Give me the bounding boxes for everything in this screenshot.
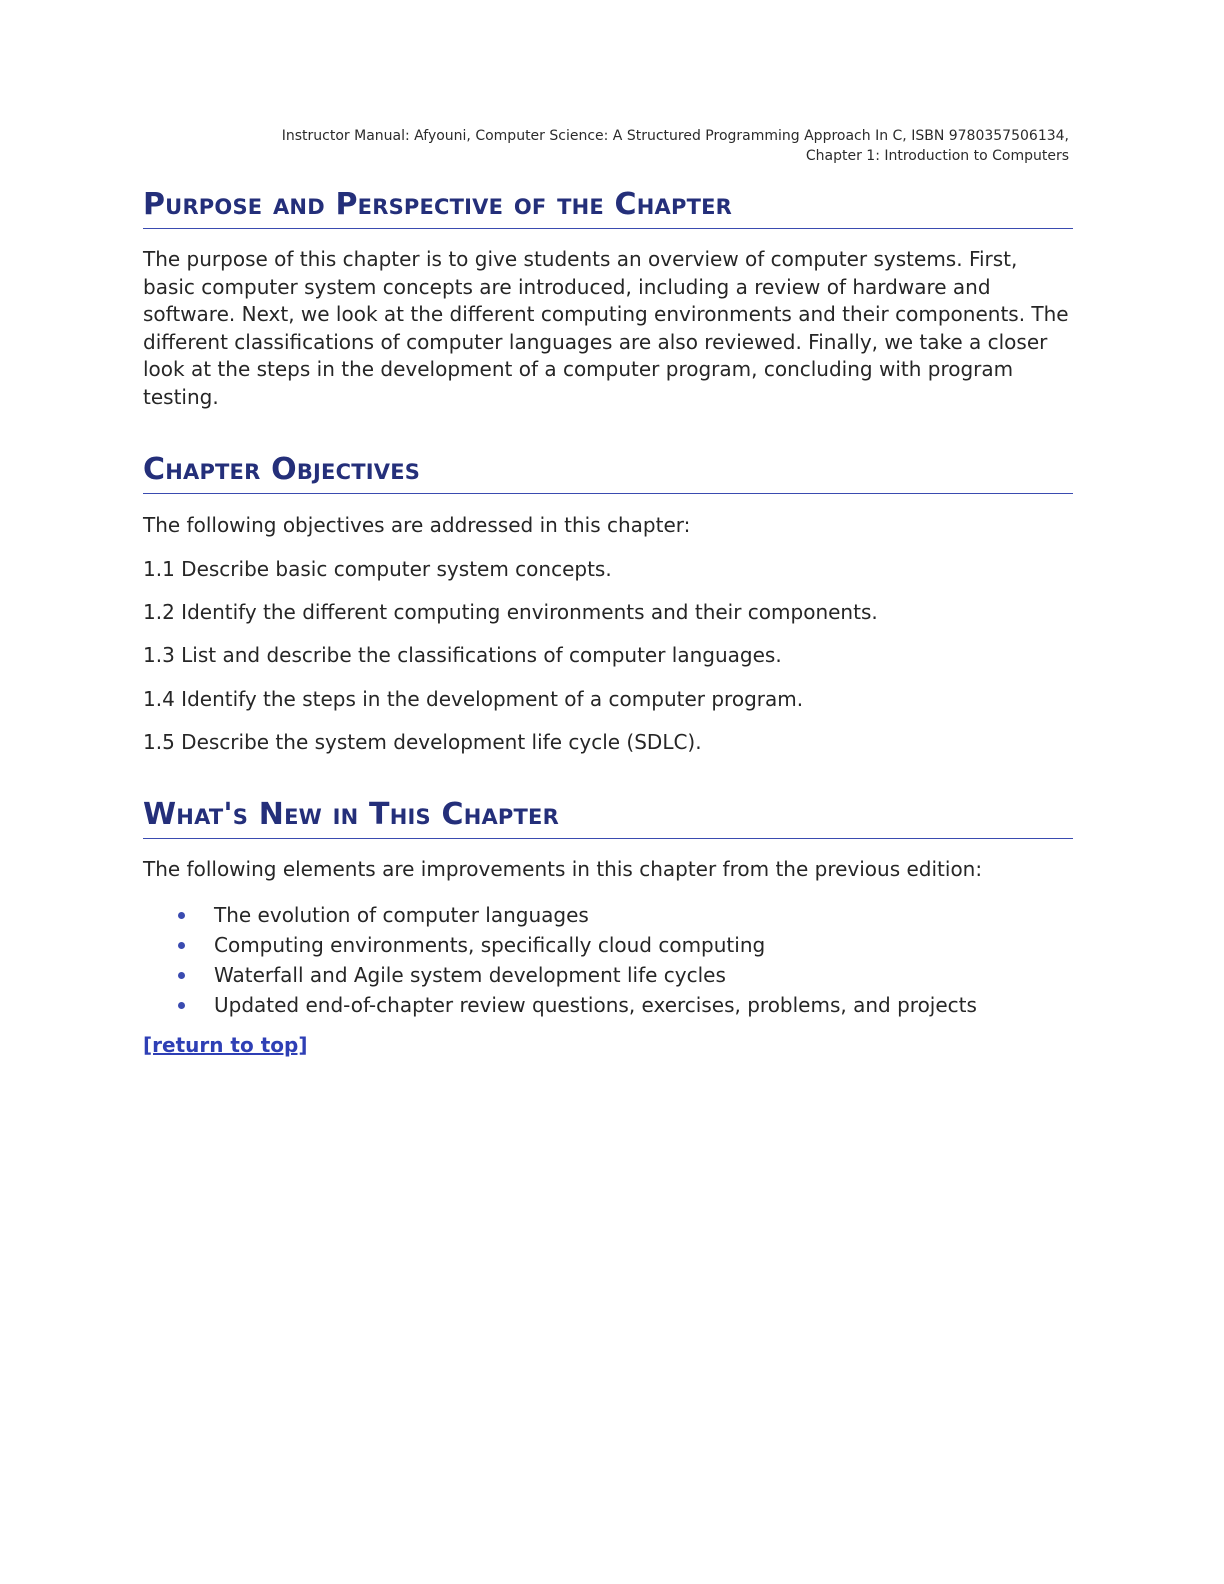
list-item-text: Updated end-of-chapter review questions, exercises, problems, and projects xyxy=(214,993,977,1017)
running-header xyxy=(139,126,1069,166)
bullet-icon xyxy=(178,912,185,919)
objective-item-1-1: 1.1 Describe basic computer system concepts. xyxy=(143,557,612,581)
purpose-heading: Purpose and Perspective of the Chapter xyxy=(143,186,1073,229)
list-item-text: The evolution of computer languages xyxy=(214,903,589,927)
return-to-top-link[interactable]: [return to top] xyxy=(143,1033,308,1057)
list-item xyxy=(143,930,1073,960)
list-item xyxy=(143,960,1073,990)
bullet-icon xyxy=(178,942,185,949)
objectives-intro: The following objectives are addressed in this chapter: xyxy=(143,513,691,537)
whats-new-list xyxy=(143,900,1073,1020)
list-item xyxy=(143,900,1073,930)
objectives-heading: Chapter Objectives xyxy=(143,451,1073,494)
objective-item-1-5: 1.5 Describe the system development life cycle (SDLC). xyxy=(143,730,702,754)
list-item xyxy=(143,990,1073,1020)
objective-item-1-2: 1.2 Identify the different computing environments and their components. xyxy=(143,600,878,624)
purpose-paragraph: The purpose of this chapter is to give students an overview of computer systems. First, basic computer system concepts are introduced, including a review of hardware and software. Next, we look at the different computing environments and their components. The different classifications of computer languages are also reviewed. Finally, we take a closer look at the steps in the development of a computer program, concluding with program testing. xyxy=(143,247,1069,409)
objective-item-1-3: 1.3 List and describe the classifications of computer languages. xyxy=(143,643,782,667)
bullet-icon xyxy=(178,972,185,979)
objective-item-1-4: 1.4 Identify the steps in the development of a computer program. xyxy=(143,687,804,711)
whats-new-intro: The following elements are improvements in this chapter from the previous edition: xyxy=(143,857,983,881)
whats-new-heading: What's New in This Chapter xyxy=(143,796,1073,839)
list-item-text: Waterfall and Agile system development life cycles xyxy=(214,963,726,987)
bullet-icon xyxy=(178,1002,185,1009)
list-item-text: Computing environments, specifically cloud computing xyxy=(214,933,766,957)
running-header-line-1: Instructor Manual: Afyouni, Computer Science: A Structured Programming Approach In C, ISBN 9780357506134, xyxy=(281,128,1069,144)
running-header-line-2: Chapter 1: Introduction to Computers xyxy=(805,148,1069,164)
